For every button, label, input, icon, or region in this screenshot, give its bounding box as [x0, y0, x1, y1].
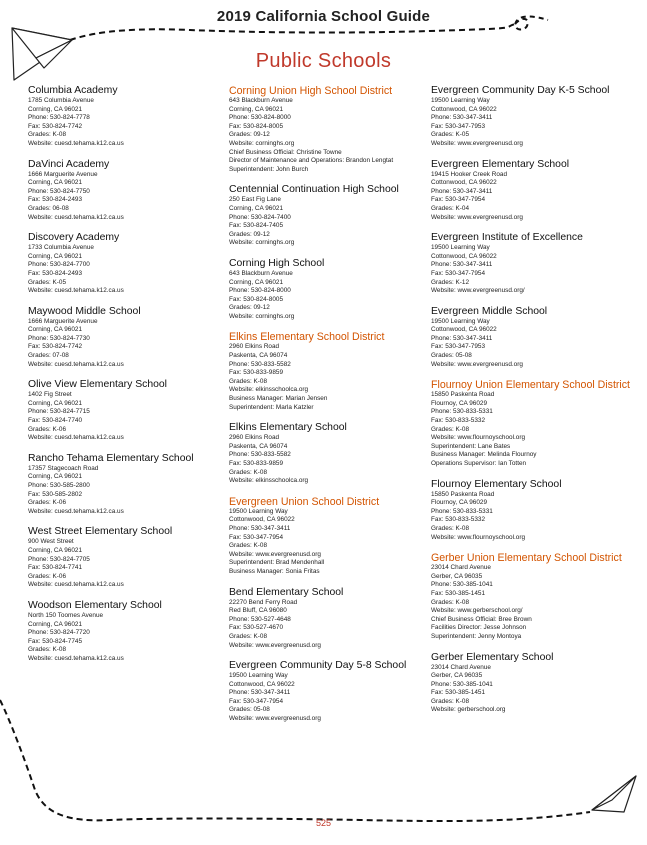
detail-line: Corning, CA 96021: [28, 620, 83, 628]
detail-line: Corning, CA 96021: [28, 252, 83, 260]
detail-line: 19415 Hooker Creek Road: [431, 170, 508, 178]
detail-line: Website: www.evergreenusd.org: [431, 139, 523, 147]
school-name: Corning High School: [229, 257, 325, 269]
entry-details: [431, 664, 641, 716]
detail-line: Fax: 530-527-4670: [229, 624, 284, 632]
detail-line: Website: corninghs.org: [229, 139, 295, 147]
entry-details: [229, 97, 429, 174]
detail-line: Superintendent: Lane Bates: [431, 442, 511, 450]
school-column-2: [229, 85, 429, 734]
detail-line: Phone: 530-833-5331: [431, 408, 493, 416]
detail-line: Superintendent: Jenny Montoya: [431, 632, 522, 640]
school-entry: [28, 600, 228, 664]
entry-details: [229, 599, 429, 651]
entry-details: [28, 538, 228, 590]
detail-line: Paskenta, CA 96074: [229, 352, 288, 360]
detail-line: 2960 Elkins Road: [229, 343, 280, 351]
school-column-1: [28, 85, 228, 674]
detail-line: Fax: 530-824-7745: [28, 637, 83, 645]
detail-line: Cottonwood, CA 96022: [431, 326, 497, 334]
detail-line: Fax: 530-824-7742: [28, 122, 83, 130]
entry-details: [431, 564, 641, 641]
detail-line: 2960 Elkins Road: [229, 434, 280, 442]
entry-details: [229, 270, 429, 322]
detail-line: Phone: 530-824-8000: [229, 287, 291, 295]
detail-line: Grades: K-08: [431, 524, 470, 532]
detail-line: 15850 Paskenta Road: [431, 391, 495, 399]
detail-line: Grades: K-08: [28, 646, 67, 654]
detail-line: Corning, CA 96021: [28, 179, 83, 187]
detail-line: Grades: K-08: [28, 131, 67, 139]
entry-details: [28, 465, 228, 517]
detail-line: Corning, CA 96021: [28, 326, 83, 334]
entry-details: [229, 343, 429, 412]
detail-line: Fax: 530-824-7741: [28, 564, 83, 572]
detail-line: Phone: 530-833-5582: [229, 360, 291, 368]
school-entry: [229, 587, 429, 651]
detail-line: Fax: 530-833-5332: [431, 516, 486, 524]
school-name: Evergreen Community Day 5-8 School: [229, 660, 407, 672]
detail-line: Fax: 530-833-5332: [431, 417, 486, 425]
detail-line: Cottonwood, CA 96022: [229, 516, 295, 524]
detail-line: Fax: 530-347-7954: [229, 533, 284, 541]
section-title: Public Schools: [255, 50, 392, 72]
detail-line: Gerber, CA 96035: [431, 572, 483, 580]
detail-line: 19500 Learning Way: [431, 317, 490, 325]
detail-line: Phone: 530-833-5582: [229, 451, 291, 459]
detail-line: Business Manager: Sonia Fritas: [229, 567, 320, 575]
detail-line: Fax: 530-824-7742: [28, 343, 83, 351]
detail-line: Cottonwood, CA 96022: [431, 105, 497, 113]
district-name: Flournoy Union Elementary School District: [431, 379, 631, 392]
school-name: Discovery Academy: [28, 232, 120, 244]
detail-line: Facilities Director: Jesse Johnson: [431, 624, 527, 632]
detail-line: Grades: K-06: [28, 499, 67, 507]
entry-details: [229, 508, 429, 577]
entry-details: [28, 391, 228, 443]
detail-line: 19500 Learning Way: [229, 507, 288, 515]
school-entry: [28, 379, 228, 443]
detail-line: Flournoy, CA 96029: [431, 499, 488, 507]
school-entry: [431, 479, 641, 543]
detail-line: Website: www.evergreenusd.org: [431, 213, 523, 221]
detail-line: Chief Business Official: Bree Brown: [431, 615, 532, 623]
detail-line: Website: elkinsschoolca.org: [229, 477, 309, 485]
detail-line: Phone: 530-824-8000: [229, 114, 291, 122]
detail-line: Fax: 530-585-2802: [28, 490, 83, 498]
detail-line: Website: www.evergreenusd.org: [431, 360, 523, 368]
detail-line: 15850 Paskenta Road: [431, 490, 495, 498]
detail-line: Grades: 05-08: [431, 352, 472, 360]
detail-line: Phone: 530-347-3411: [229, 689, 291, 697]
district-entry: [229, 85, 429, 174]
detail-line: 19500 Learning Way: [431, 97, 490, 104]
school-entry: [28, 232, 228, 296]
school-name: Evergreen Middle School: [431, 305, 548, 317]
school-entry: [229, 184, 429, 248]
school-name: Evergreen Community Day K-5 School: [431, 85, 610, 96]
detail-line: Grades: 09-12: [229, 230, 270, 238]
detail-line: Superintendent: Brad Mendenhall: [229, 559, 325, 567]
detail-line: Website: cuesd.tehama.k12.ca.us: [28, 581, 124, 589]
detail-line: Superintendent: John Burch: [229, 165, 309, 173]
detail-line: Website: www.gerberschool.org/: [431, 607, 523, 615]
school-entry: [229, 258, 429, 322]
school-entry: [28, 306, 228, 370]
detail-line: Phone: 530-824-7750: [28, 187, 90, 195]
detail-line: 23014 Chard Avenue: [431, 663, 491, 671]
entry-details: [431, 171, 641, 223]
school-name: Gerber Elementary School: [431, 651, 554, 663]
detail-line: Cottonwood, CA 96022: [229, 680, 295, 688]
school-entry: [28, 453, 228, 517]
detail-line: Fax: 530-833-9859: [229, 460, 284, 467]
top-dashed-path: [70, 24, 515, 40]
detail-line: 1666 Marguerite Avenue: [28, 170, 98, 178]
detail-line: Website: elkinsschoolca.org: [229, 386, 309, 394]
detail-line: Website: cuesd.tehama.k12.ca.us: [28, 434, 124, 442]
detail-line: Website: corninghs.org: [229, 312, 295, 320]
detail-line: 19500 Learning Way: [229, 672, 288, 680]
detail-line: Corning, CA 96021: [28, 473, 83, 481]
entry-details: [431, 97, 641, 149]
school-name: Olive View Elementary School: [28, 379, 167, 391]
school-name: Rancho Tehama Elementary School: [28, 452, 194, 464]
detail-line: Fax: 530-385-1451: [431, 689, 486, 697]
detail-line: Corning, CA 96021: [229, 278, 284, 286]
school-entry: [229, 422, 429, 486]
detail-line: Phone: 530-385-1041: [431, 680, 493, 688]
school-column-3: [431, 85, 641, 725]
paper-airplane-small-icon: [592, 776, 636, 812]
detail-line: Corning, CA 96021: [229, 204, 284, 212]
detail-line: Phone: 530-347-3411: [229, 524, 291, 532]
detail-line: 22270 Bend Ferry Road: [229, 598, 298, 606]
detail-line: Phone: 530-347-3411: [431, 334, 493, 342]
detail-line: Fax: 530-347-7954: [431, 196, 486, 204]
school-name: Flournoy Elementary School: [431, 478, 562, 490]
detail-line: Fax: 530-347-7953: [431, 122, 486, 130]
detail-line: Fax: 530-347-7954: [431, 269, 486, 277]
detail-line: Website: corninghs.org: [229, 239, 295, 247]
detail-line: 900 West Street: [28, 538, 74, 546]
detail-line: Website: gerberschool.org: [431, 706, 506, 714]
detail-line: Superintendent: Marla Katzler: [229, 403, 314, 411]
detail-line: 643 Blackburn Avenue: [229, 97, 293, 104]
school-entry: [28, 526, 228, 590]
entry-details: [28, 318, 228, 370]
detail-line: Business Manager: Melinda Flournoy: [431, 451, 537, 459]
detail-line: 17357 Stagecoach Road: [28, 464, 99, 472]
entry-details: [229, 672, 429, 724]
detail-line: Website: www.flournoyschool.org: [431, 533, 526, 541]
detail-line: Grades: K-08: [229, 377, 268, 385]
detail-line: 643 Blackburn Avenue: [229, 269, 293, 277]
detail-line: Corning, CA 96021: [229, 105, 284, 113]
district-name: Gerber Union Elementary School District: [431, 552, 622, 565]
detail-line: Fax: 530-824-7740: [28, 417, 83, 425]
detail-line: Business Manager: Marian Jensen: [229, 395, 328, 403]
school-name: Woodson Elementary School: [28, 599, 162, 611]
detail-line: Phone: 530-833-5331: [431, 507, 493, 515]
district-entry: [229, 331, 429, 412]
detail-line: Fax: 530-824-2493: [28, 269, 83, 277]
district-name: Corning Union High School District: [229, 85, 393, 97]
detail-line: Grades: K-08: [431, 425, 470, 433]
detail-line: Website: www.evergreenusd.org: [229, 550, 321, 558]
detail-line: North 150 Toomes Avenue: [28, 611, 104, 619]
detail-line: Paskenta, CA 96074: [229, 442, 288, 450]
entry-details: [431, 244, 641, 296]
detail-line: Grades: K-05: [431, 131, 470, 139]
detail-line: Gerber, CA 96035: [431, 672, 483, 680]
school-name: Columbia Academy: [28, 85, 118, 96]
detail-line: Grades: K-04: [431, 204, 470, 212]
detail-line: Grades: K-06: [28, 425, 67, 433]
entry-details: [431, 318, 641, 370]
detail-line: Grades: K-06: [28, 572, 67, 580]
detail-line: Grades: 09-12: [229, 304, 270, 312]
detail-line: 1402 Fig Street: [28, 391, 72, 399]
district-entry: [431, 379, 641, 468]
detail-line: Grades: K-08: [229, 632, 268, 640]
detail-line: Grades: K-08: [229, 468, 268, 476]
detail-line: Grades: K-05: [28, 278, 67, 286]
detail-line: Grades: K-08: [229, 542, 268, 550]
detail-line: Fax: 530-385-1451: [431, 589, 486, 597]
detail-line: Phone: 530-824-7400: [229, 213, 291, 221]
detail-line: Phone: 530-824-7778: [28, 114, 90, 122]
school-entry: [431, 85, 641, 149]
detail-line: Grades: K-12: [431, 278, 470, 286]
detail-line: Director of Maintenance and Operations: Brandon Lengtat: [229, 157, 394, 165]
school-name: DaVinci Academy: [28, 158, 110, 170]
detail-line: Operations Supervisor: Ian Totten: [431, 460, 527, 467]
detail-line: Flournoy, CA 96029: [431, 399, 488, 407]
district-name: Elkins Elementary School District: [229, 331, 385, 344]
detail-line: 23014 Chard Avenue: [431, 564, 491, 572]
detail-line: Grades: 09-12: [229, 131, 270, 139]
detail-line: Grades: 07-08: [28, 352, 69, 360]
school-name: Elkins Elementary School: [229, 422, 347, 434]
entry-details: [28, 244, 228, 296]
school-entry: [431, 652, 641, 716]
school-name: Evergreen Elementary School: [431, 158, 570, 170]
detail-line: 250 East Fig Lane: [229, 196, 281, 204]
entry-details: [229, 196, 429, 248]
detail-line: Website: www.evergreenusd.org: [229, 641, 321, 649]
page-number: 525: [315, 818, 332, 828]
detail-line: Fax: 530-824-8005: [229, 122, 284, 130]
detail-line: Grades: K-08: [431, 697, 470, 705]
school-name: Bend Elementary School: [229, 586, 344, 598]
detail-line: Website: cuesd.tehama.k12.ca.us: [28, 507, 124, 515]
detail-line: Phone: 530-385-1041: [431, 581, 493, 589]
entry-details: [28, 97, 228, 149]
school-name: Centennial Continuation High School: [229, 184, 399, 196]
detail-line: Grades: 06-08: [28, 204, 69, 212]
detail-line: Website: cuesd.tehama.k12.ca.us: [28, 360, 124, 368]
detail-line: 19500 Learning Way: [431, 244, 490, 252]
detail-line: Website: cuesd.tehama.k12.ca.us: [28, 287, 124, 295]
entry-details: [28, 612, 228, 664]
detail-line: Corning, CA 96021: [28, 105, 83, 113]
entry-details: [431, 391, 641, 468]
school-name: West Street Elementary School: [28, 526, 173, 538]
school-name: Evergreen Institute of Excellence: [431, 232, 583, 244]
detail-line: Phone: 530-824-7705: [28, 555, 90, 563]
detail-line: Fax: 530-824-7405: [229, 222, 284, 230]
detail-line: Cottonwood, CA 96022: [431, 179, 497, 187]
school-entry: [431, 232, 641, 296]
detail-line: Fax: 530-833-9859: [229, 369, 284, 377]
district-name: Evergreen Union School District: [229, 495, 380, 508]
school-entry: [431, 306, 641, 370]
detail-line: Website: www.flournoyschool.org: [431, 434, 526, 442]
detail-line: Website: cuesd.tehama.k12.ca.us: [28, 139, 124, 147]
detail-line: Corning, CA 96021: [28, 399, 83, 407]
detail-line: Website: www.evergreenusd.org: [229, 715, 321, 723]
detail-line: Phone: 530-824-7715: [28, 408, 90, 416]
detail-line: Grades: K-08: [431, 598, 470, 606]
detail-line: Phone: 530-585-2800: [28, 482, 90, 489]
detail-line: Phone: 530-347-3411: [431, 187, 493, 195]
detail-line: Fax: 530-347-7954: [229, 697, 284, 705]
detail-line: Phone: 530-527-4648: [229, 615, 291, 623]
detail-line: Fax: 530-824-2493: [28, 196, 83, 204]
detail-line: Phone: 530-824-7720: [28, 629, 90, 637]
detail-line: Phone: 530-347-3411: [431, 261, 493, 269]
detail-line: 1666 Marguerite Avenue: [28, 317, 98, 325]
school-name: Maywood Middle School: [28, 305, 141, 317]
detail-line: Cottonwood, CA 96022: [431, 252, 497, 260]
entry-details: [229, 434, 429, 486]
school-entry: [28, 159, 228, 223]
detail-line: Phone: 530-824-7700: [28, 261, 90, 269]
guide-title: 2019 California School Guide: [216, 8, 431, 25]
detail-line: 1785 Columbia Avenue: [28, 97, 94, 104]
detail-line: Grades: 05-08: [229, 706, 270, 714]
detail-line: Chief Business Official: Christine Towne: [229, 148, 342, 156]
detail-line: Website: www.evergreenusd.org/: [431, 287, 525, 295]
school-entry: [229, 660, 429, 724]
detail-line: Red Bluff, CA 96080: [229, 607, 287, 615]
detail-line: Phone: 530-824-7730: [28, 334, 90, 342]
district-entry: [431, 552, 641, 641]
entry-details: [28, 171, 228, 223]
detail-line: Fax: 530-824-8005: [229, 295, 284, 303]
detail-line: Website: cuesd.tehama.k12.ca.us: [28, 213, 124, 221]
school-entry: [431, 159, 641, 223]
detail-line: Phone: 530-347-3411: [431, 114, 493, 122]
detail-line: Corning, CA 96021: [28, 546, 83, 554]
school-entry: [28, 85, 228, 149]
detail-line: Fax: 530-347-7953: [431, 343, 486, 351]
detail-line: Website: cuesd.tehama.k12.ca.us: [28, 654, 124, 662]
entry-details: [431, 491, 641, 543]
detail-line: 1733 Columbia Avenue: [28, 244, 94, 252]
district-entry: [229, 496, 429, 577]
